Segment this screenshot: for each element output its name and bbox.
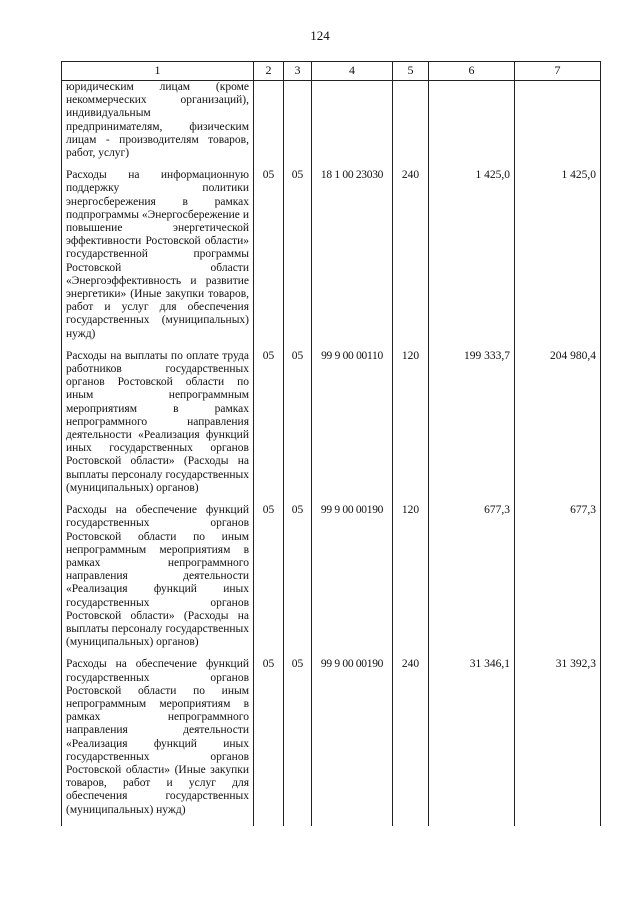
- budget-table: [61, 61, 601, 826]
- row-section: 05: [254, 658, 284, 825]
- header-row: [62, 62, 601, 81]
- row-amount-1: 31 346,1: [429, 658, 515, 825]
- page-number: 124: [310, 28, 330, 43]
- row-section: [254, 81, 284, 170]
- col-header-expense-type: 5: [393, 62, 429, 81]
- row-description: Расходы на информационную поддержку политики энергосбережения в рамках подпрограммы «Энергосбережение и повышение энергетической эффективности Ростовской области» государственной программы Ростовской области «Энергоэффективность и развитие энергетики» (Иные закупки товаров, работ и услуг для обеспечения государственных (муниципальных) нужд): [62, 169, 254, 350]
- row-amount-2: 677,3: [515, 504, 601, 658]
- row-amount-2: [515, 81, 601, 170]
- row-subsection: [284, 81, 312, 170]
- row-expense-type: [393, 81, 429, 170]
- row-expense-type: 240: [393, 169, 429, 350]
- col-header-amount-2: 7: [515, 62, 601, 81]
- row-description: юридическим лицам (кроме некоммерческих организаций), индивидуальным предпринимателям, физическим лицам - производителям товаров, работ, услуг): [62, 81, 254, 170]
- row-expense-type: 120: [393, 350, 429, 504]
- row-amount-1: [429, 81, 515, 170]
- col-header-subsection: 3: [284, 62, 312, 81]
- table-row: [62, 81, 601, 170]
- row-description: Расходы на обеспечение функций государственных органов Ростовской области по иным непрограммным мероприятиям в рамках непрограммного направления деятельности «Реализация функций иных государственных органов Ростовской области» (Иные закупки товаров, работ и услуг для обеспечения государственных (муниципальных) нужд): [62, 658, 254, 825]
- row-amount-2: 204 980,4: [515, 350, 601, 504]
- row-target-article: 18 1 00 23030: [312, 169, 393, 350]
- row-section: 05: [254, 169, 284, 350]
- row-subsection: 05: [284, 658, 312, 825]
- row-amount-2: 1 425,0: [515, 169, 601, 350]
- row-expense-type: 120: [393, 504, 429, 658]
- table-row: [62, 169, 601, 350]
- col-header-description: 1: [62, 62, 254, 81]
- row-amount-1: 1 425,0: [429, 169, 515, 350]
- row-amount-1: 677,3: [429, 504, 515, 658]
- row-amount-1: 199 333,7: [429, 350, 515, 504]
- col-header-amount-1: 6: [429, 62, 515, 81]
- col-header-target-article: 4: [312, 62, 393, 81]
- row-description: Расходы на выплаты по оплате труда работников государственных органов Ростовской области по иным непрограммным мероприятиям в рамках непрограммного направления деятельности «Реализация функций иных государственных органов Ростовской области» (Расходы на выплаты персоналу государственных (муниципальных) органов): [62, 350, 254, 504]
- row-amount-2: 31 392,3: [515, 658, 601, 825]
- row-expense-type: 240: [393, 658, 429, 825]
- row-target-article: 99 9 00 00190: [312, 504, 393, 658]
- table-row: [62, 504, 601, 658]
- col-header-section: 2: [254, 62, 284, 81]
- row-target-article: [312, 81, 393, 170]
- row-description: Расходы на обеспечение функций государственных органов Ростовской области по иным непрограммным мероприятиям в рамках непрограммного направления деятельности «Реализация функций иных государственных органов Ростовской области» (Расходы на выплаты персоналу государственных (муниципальных) органов): [62, 504, 254, 658]
- row-target-article: 99 9 00 00190: [312, 658, 393, 825]
- row-subsection: 05: [284, 350, 312, 504]
- row-subsection: 05: [284, 504, 312, 658]
- row-section: 05: [254, 350, 284, 504]
- row-subsection: 05: [284, 169, 312, 350]
- row-target-article: 99 9 00 00110: [312, 350, 393, 504]
- table-row: [62, 350, 601, 504]
- row-section: 05: [254, 504, 284, 658]
- table-row: [62, 658, 601, 825]
